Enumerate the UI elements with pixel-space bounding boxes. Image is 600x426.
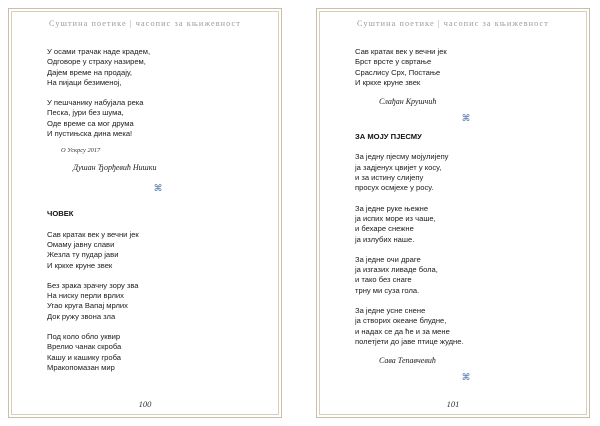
verse-line: трну ми суза гола. (355, 285, 420, 295)
verse-line: За једне очи драге (355, 254, 421, 264)
verse-line: И кркхе круне звек (47, 260, 113, 270)
verse-line: и за истину слијепу (355, 173, 424, 183)
date-note: О Ускрсу 2017 (61, 147, 101, 155)
verse-line: ја излубих наше. (355, 234, 415, 244)
verse-line: Под коло обло уквир (47, 332, 121, 342)
poem-author: Сава Тепавчевић (379, 356, 436, 366)
place-of-interest-icon: ⌘ (461, 373, 471, 384)
verse-line: Оде време са мог друма (47, 118, 134, 128)
verse-line: За једне руке њежне (355, 203, 429, 213)
right-page (316, 8, 590, 418)
verse-line: За једне усне снене (355, 306, 426, 316)
stanza (355, 204, 577, 245)
verse-line: Сав кратак век у вечни јек (355, 47, 447, 56)
verse-line: За једну пјесму мојулијепу (355, 152, 449, 162)
poem-title: ЗА МОЈУ ПЈЕСМУ (355, 132, 422, 142)
verse-line: ја изгазих ливаде бола, (355, 265, 438, 275)
verse-line: Врелио чанак скроба (47, 342, 122, 352)
verse-line: И пустињска дина мека! (47, 129, 133, 139)
verse-line: Сав кратак век у вечни јек (47, 229, 139, 239)
verse-line: и тако без снаге (355, 275, 412, 285)
verse-line: И кркхе круне звек (355, 77, 421, 87)
verse-line: Дајем време на продају, (47, 67, 133, 77)
right-content (355, 47, 577, 384)
verse-line: Док ружу звона зла (47, 311, 116, 321)
verse-line: Без зрака зрачну зору зва (47, 280, 139, 290)
verse-line: Омаму јавну слави (47, 239, 115, 249)
poem-title: ЧОВЕК (47, 209, 74, 219)
poem-author: Душан Ђорђевић Нишки (73, 163, 157, 173)
verse-line: и бехаре снежне (355, 224, 414, 234)
verse-line: Кашу и кашику гроба (47, 352, 121, 362)
stanza (47, 98, 269, 139)
verse-line: просух осмјехе у росу. (355, 183, 434, 193)
left-content (47, 47, 269, 373)
stanza (47, 281, 269, 322)
stanza (355, 255, 577, 296)
verse-line: Жезла ту пудар јави (47, 250, 119, 260)
running-header: Суштина поетике | часопис за књижевност (357, 19, 549, 28)
verse-line: ја створих океане блудне, (355, 316, 447, 326)
stanza (47, 230, 269, 271)
place-of-interest-icon: ⌘ (461, 114, 471, 125)
verse-line: У пешчанику набујала река (47, 98, 144, 108)
page-number: 101 (446, 399, 460, 409)
poem-author: Слађан Крушчић (379, 97, 437, 107)
verse-line: Угао круга Вапај мрлих (47, 301, 128, 311)
place-of-interest-icon: ⌘ (153, 184, 163, 195)
verse-line: На пијаци безименој, (47, 77, 122, 87)
verse-line: и надах се да ће и за мене (355, 326, 450, 336)
verse-line: ја испих море из чаше, (355, 213, 436, 223)
verse-line: Песка, јури без шума, (47, 108, 124, 118)
verse-line: У осами трачак наде крадем, (47, 47, 151, 56)
verse-line: Одговоре у страху назирем, (47, 57, 146, 67)
stanza (355, 306, 577, 347)
stanza (355, 47, 577, 88)
verse-line: полетјети до јаве птице жудне. (355, 336, 464, 346)
verse-line: Мракопомазан мир (47, 362, 115, 372)
stanza (355, 152, 577, 193)
verse-line: На ниску перли врлих (47, 291, 124, 301)
verse-line: ја задјенух цвијет у косу, (355, 162, 442, 172)
left-page (8, 8, 282, 418)
stanza (47, 332, 269, 373)
page-number: 100 (138, 399, 152, 409)
verse-line: Сраслису Срх, Постање (355, 67, 441, 77)
running-header: Суштина поетике | часопис за књижевност (49, 19, 241, 28)
verse-line: Брст врсте у свртање (355, 57, 432, 67)
stanza (47, 47, 269, 88)
